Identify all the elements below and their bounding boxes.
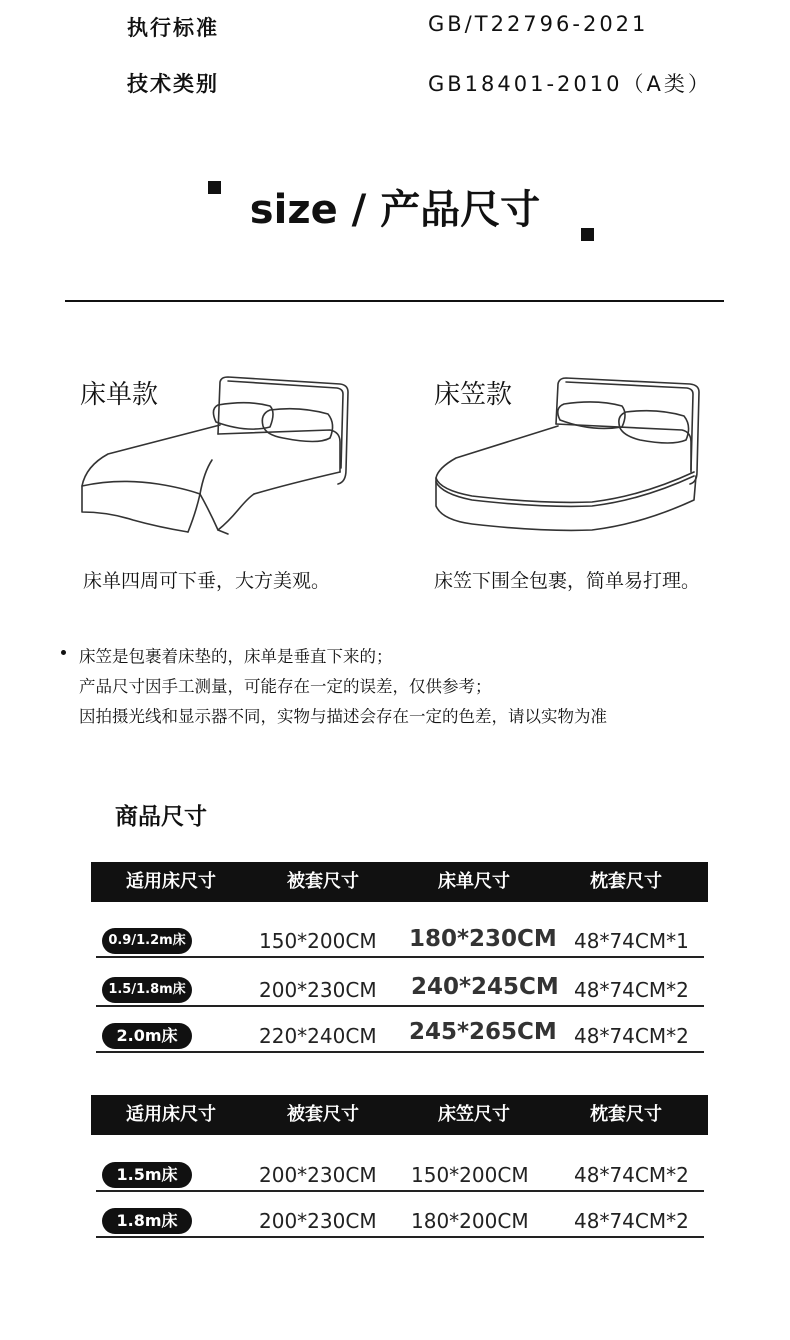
table1-row2-duvet: 200*230CM [259, 978, 377, 1002]
table1-row1-sheet: 180*230CM [409, 926, 557, 952]
table2-row1-divider [96, 1190, 704, 1192]
spec-label-standard: 执行标准 [127, 16, 219, 40]
table2-header-bed: 适用床尺寸 [126, 1104, 216, 1125]
table1-row3-bed-badge: 2.0m床 [102, 1023, 192, 1049]
table1-row2-sheet: 240*245CM [411, 974, 559, 1000]
note-bullet [61, 650, 66, 655]
bed-sheet-caption: 床单四周可下垂，大方美观。 [83, 570, 331, 592]
table1-header [91, 862, 708, 902]
spec-value-category: GB18401-2010（A类） [428, 72, 712, 96]
note-line-3: 因拍摄光线和显示器不同，实物与描述会存在一定的色差，请以实物为准 [79, 707, 607, 726]
table2-row2-pillow: 48*74CM*2 [574, 1209, 689, 1233]
table1-row2-divider [96, 1005, 704, 1007]
spec-value-standard: GB/T22796-2021 [428, 12, 649, 36]
note-line-2: 产品尺寸因手工测量，可能存在一定的误差，仅供参考； [79, 677, 492, 696]
table1-header-duvet: 被套尺寸 [287, 871, 359, 892]
table1-row3-pillow: 48*74CM*2 [574, 1024, 689, 1048]
table1-row1-divider [96, 956, 704, 958]
table1-row3-duvet: 220*240CM [259, 1024, 377, 1048]
table2-row1-bed-badge: 1.5m床 [102, 1162, 192, 1188]
bed-sheet-label: 床单款 [80, 380, 159, 410]
fitted-sheet-caption: 床笠下围全包裹，简单易打理。 [434, 570, 701, 592]
table1-header-sheet: 床单尺寸 [438, 871, 510, 892]
table2-row2-fitted: 180*200CM [411, 1209, 529, 1233]
decor-square-right [581, 228, 594, 241]
table2-row1-duvet: 200*230CM [259, 1163, 377, 1187]
note-line-1: 床笠是包裹着床垫的，床单是垂直下来的； [79, 647, 393, 666]
spec-label-category: 技术类别 [127, 72, 219, 96]
section-title: 商品尺寸 [115, 804, 207, 830]
fitted-sheet-illustration [432, 372, 707, 537]
table1-header-bed: 适用床尺寸 [126, 871, 216, 892]
fitted-sheet-label: 床笠款 [434, 380, 513, 410]
table1-header-pillow: 枕套尺寸 [590, 871, 662, 892]
table2-row2-divider [96, 1236, 704, 1238]
table2-header-pillow: 枕套尺寸 [590, 1104, 662, 1125]
table2-header-fitted: 床笠尺寸 [438, 1104, 510, 1125]
table1-row1-duvet: 150*200CM [259, 929, 377, 953]
table2-row1-pillow: 48*74CM*2 [574, 1163, 689, 1187]
title-divider [65, 300, 724, 302]
table2-row2-duvet: 200*230CM [259, 1209, 377, 1233]
table1-row1-bed-badge: 0.9/1.2m床 [102, 928, 192, 954]
notes [79, 642, 607, 732]
table2-header-duvet: 被套尺寸 [287, 1104, 359, 1125]
table1-row1-pillow: 48*74CM*1 [574, 929, 689, 953]
table2-header [91, 1095, 708, 1135]
table1-row3-sheet: 245*265CM [409, 1019, 557, 1045]
table1-row3-divider [96, 1051, 704, 1053]
table1-row2-bed-badge: 1.5/1.8m床 [102, 977, 192, 1003]
table1-row2-pillow: 48*74CM*2 [574, 978, 689, 1002]
bed-sheet-illustration [78, 372, 353, 537]
page-title: size / 产品尺寸 [249, 187, 541, 233]
table2-row1-fitted: 150*200CM [411, 1163, 529, 1187]
table2-row2-bed-badge: 1.8m床 [102, 1208, 192, 1234]
